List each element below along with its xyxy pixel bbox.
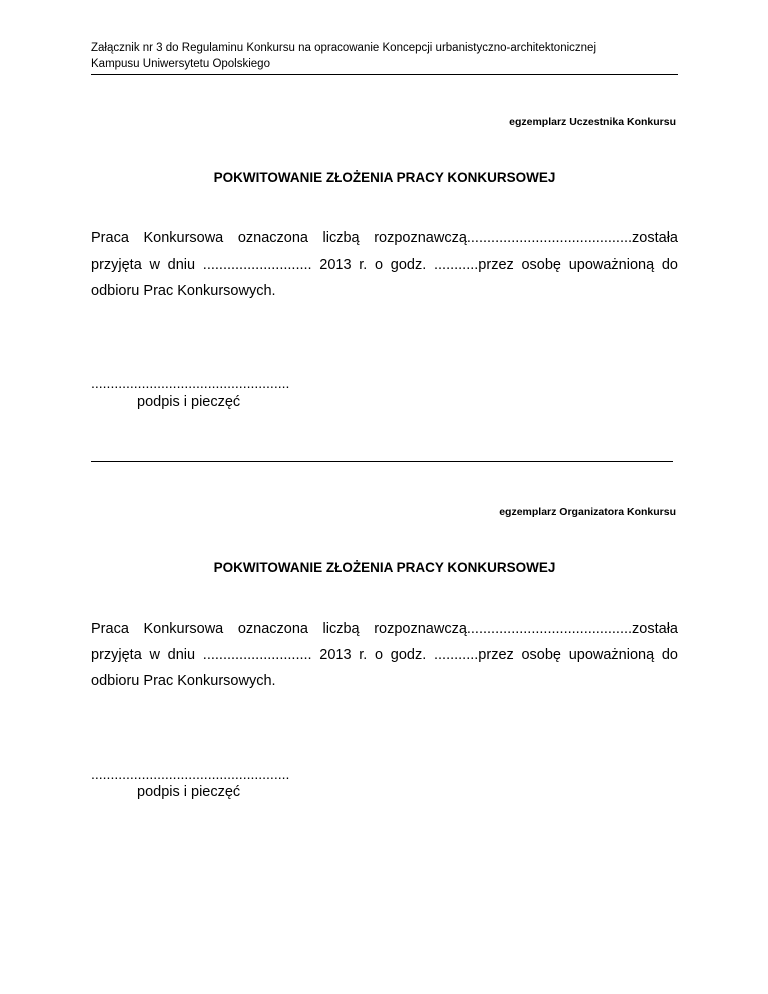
copy-label-participant: egzemplarz Uczestnika Konkursu [509, 116, 676, 128]
copy-label-organizer: egzemplarz Organizatora Konkursu [499, 506, 676, 518]
header-line-2: Kampusu Uniwersytetu Opolskiego [91, 58, 270, 70]
receipt-text-line-2: przyjęta w dniu ........................... 2013 r. o godz. ...........przez osobę upoważnioną do [91, 257, 678, 273]
receipt-title-organizer: POKWITOWANIE ZŁOŻENIA PRACY KONKURSOWEJ [213, 560, 556, 575]
receipt-text-line-3: odbioru Prac Konkursowych. [91, 283, 276, 299]
signature-line-participant: ................................................... [91, 375, 290, 391]
receipt-text-line-2: przyjęta w dniu ........................... 2013 r. o godz. ...........przez osobę upoważnioną do [91, 647, 678, 663]
signature-label-participant: podpis i pieczęć [137, 394, 241, 410]
signature-line-organizer: ................................................... [91, 766, 290, 782]
header-line-1: Załącznik nr 3 do Regulaminu Konkursu na opracowanie Koncepcji urbanistyczno-architektonicznej [91, 42, 596, 54]
receipt-title-participant: POKWITOWANIE ZŁOŻENIA PRACY KONKURSOWEJ [213, 170, 556, 185]
receipt-text-line-1: Praca Konkursowa oznaczona liczbą rozpoznawczą.........................................została [91, 621, 678, 637]
cut-separator-line [91, 461, 673, 462]
receipt-text-line-3: odbioru Prac Konkursowych. [91, 673, 276, 689]
signature-label-organizer: podpis i pieczęć [137, 784, 241, 800]
receipt-text-line-1: Praca Konkursowa oznaczona liczbą rozpoznawczą.........................................została [91, 230, 678, 246]
document-header [91, 40, 678, 75]
